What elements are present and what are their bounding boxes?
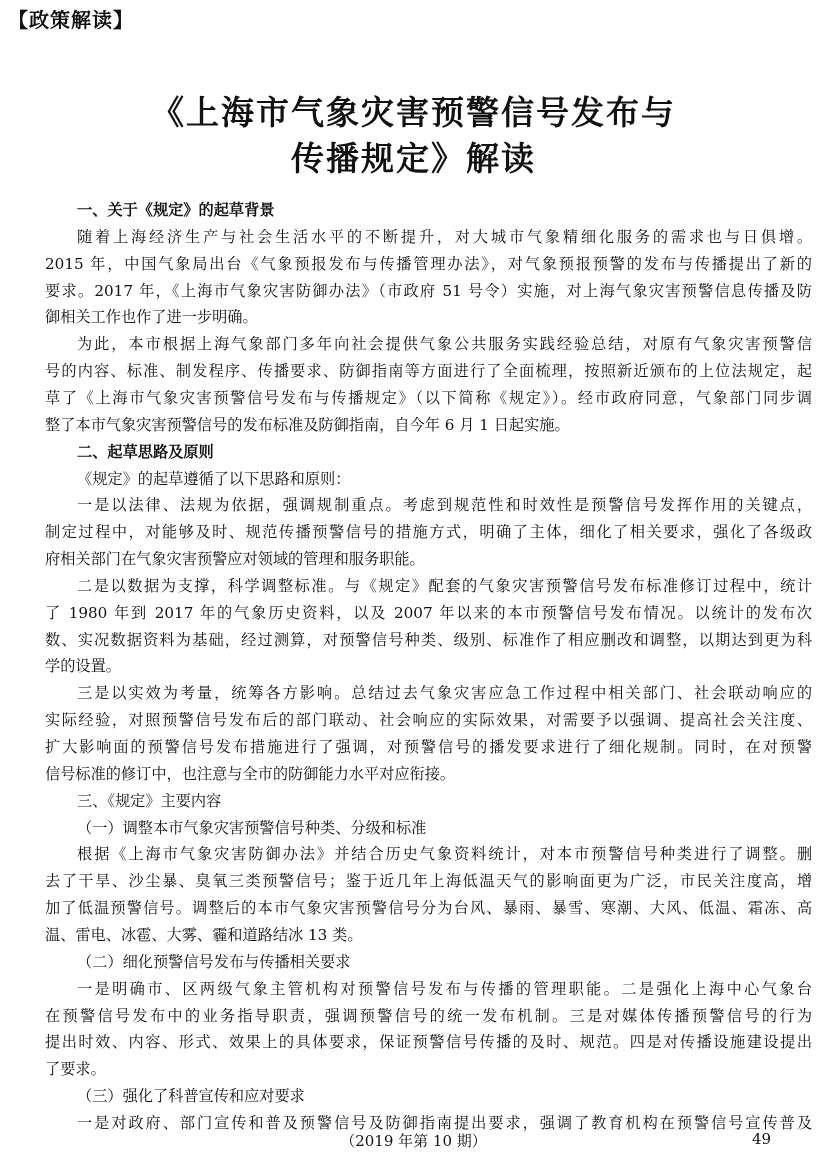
section-heading: 三、《规定》主要内容: [77, 791, 222, 810]
paragraph-line: 为此，本市根据上海气象部门多年向社会提供气象公共服务实践经验总结，对原有气象灾害预警信: [77, 335, 812, 354]
paragraph-line: 《规定》的起草遵循了以下思路和原则：: [77, 469, 351, 488]
paragraph-line: 信号标准的修订中，也注意与全市的防御能力水平对应衔接。: [45, 764, 456, 783]
paragraph-line: 扩大影响面的预警信号发布措施进行了强调，对预警信号的播发要求进行了细化规制。同时，在对预警: [45, 738, 812, 756]
paragraph-line: 御相关工作也作了进一步明确。: [45, 308, 258, 327]
paragraph-line: 一是明确市、区两级气象主管机构对预警信号发布与传播的管理职能。二是强化上海中心气象台: [77, 979, 812, 998]
paragraph-line: 学的设置。: [45, 657, 121, 676]
paragraph-line: 三是以实效为考量，统筹各方影响。总结过去气象灾害应急工作过程中相关部门、社会联动响应的: [77, 684, 812, 703]
paragraph-line: 二是以数据为支撑，科学调整标准。与《规定》配套的气象灾害预警信号发布标准修订过程中，统计: [77, 576, 812, 595]
page-footer: [0, 1128, 827, 1158]
paragraph-line: 了要求。: [45, 1060, 106, 1079]
paragraph-line: 提出时效、内容、形式、效果上的具体要求，保证预警信号传播的及时、规范。四是对传播设施建设提出: [45, 1033, 812, 1052]
section-heading: （三）强化了科普宣传和应对要求: [77, 1087, 305, 1106]
paragraph-line: 草了《上海市气象灾害预警信号发布与传播规定》（以下简称《规定》）。经市政府同意，气象部门同步调: [45, 388, 812, 407]
paragraph-line: 加了低温预警信号。调整后的本市气象灾害预警信号分为台风、暴雨、暴雪、寒潮、大风、低温、霜冻、高: [45, 899, 812, 918]
column-tag: 【政策解读】: [8, 8, 134, 32]
paragraph-line: 整了本市气象灾害预警信号的发布标准及防御指南，自今年 6 月 1 日起实施。: [45, 415, 570, 434]
paragraph-line: 实际经验，对照预警信号发布后的部门联动、社会响应的实际效果，对需要予以强调、提高社会关注度、: [45, 711, 812, 730]
paragraph-line: 了 1980 年到 2017 年的气象历史资料，以及 2007 年以来的本市预警信号发布情况。以统计的发布次: [45, 603, 812, 622]
paragraph-line: 温、雷电、冰雹、大雾、霾和道路结冰 13 类。: [45, 925, 363, 944]
paragraph-line: 根据《上海市气象灾害防御办法》并结合历史气象资料统计，对本市预警信号种类进行了调整。删: [77, 845, 812, 864]
article-title-line-1: 《上海市气象灾害预警信号发布与: [151, 93, 676, 132]
paragraph-line: 在预警信号发布中的业务指导职责，强调预警信号的统一发布机制。三是对媒体传播预警信号的行为: [45, 1006, 812, 1025]
issue-label: （2019 年第 10 期）: [340, 1132, 487, 1150]
paragraph-line: 府相关部门在气象灾害预警应对领域的管理和服务职能。: [45, 550, 425, 569]
paragraph-line: 制定过程中，对能够及时、规范传播预警信号的措施方式，明确了主体，细化了相关要求，强化了各级政: [45, 523, 812, 542]
paragraph-line: 要求。2017 年，《上海市气象灾害防御办法》（市政府 51 号令）实施，对上海气象灾害预警信息传播及防: [45, 281, 812, 300]
paragraph-line: 去了干旱、沙尘暴、臭氧三类预警信号；鉴于近几年上海低温天气的影响面更为广泛，市民关注度高，增: [45, 872, 812, 891]
section-heading: （二）细化预警信号发布与传播相关要求: [77, 952, 351, 971]
article-title-line-2: 传播规定》解读: [291, 139, 536, 178]
section-heading: （一）调整本市气象灾害预警信号种类、分级和标准: [77, 818, 427, 837]
paragraph-line: 一是以法律、法规为依据，强调规制重点。考虑到规范性和时效性是预警信号发挥作用的关键点，: [77, 496, 812, 515]
section-heading: 一、关于《规定》的起草背景: [77, 201, 275, 219]
page-number: 49: [752, 1130, 772, 1148]
paragraph-line: 号的内容、标准、制发程序、传播要求、防御指南等方面进行了全面梳理，按照新近颁布的上位法规定，起: [45, 362, 812, 381]
section-heading: 二、起草思路及原则: [77, 442, 214, 461]
paragraph-line: 随着上海经济生产与社会生活水平的不断提升，对大城市气象精细化服务的需求也与日俱增。: [77, 227, 812, 246]
paragraph-line: 数、实况数据资料为基础，经过测算，对预警信号种类、级别、标准作了相应删改和调整，以期达到更为科: [45, 630, 812, 649]
paragraph-line: 一是对政府、部门宣传和普及预警信号及防御指南提出要求，强调了教育机构在预警信号宣传普及: [77, 1113, 812, 1132]
paragraph-line: 2015 年，中国气象局出台《气象预报发布与传播管理办法》，对气象预报预警的发布与传播提出了新的: [45, 254, 812, 273]
